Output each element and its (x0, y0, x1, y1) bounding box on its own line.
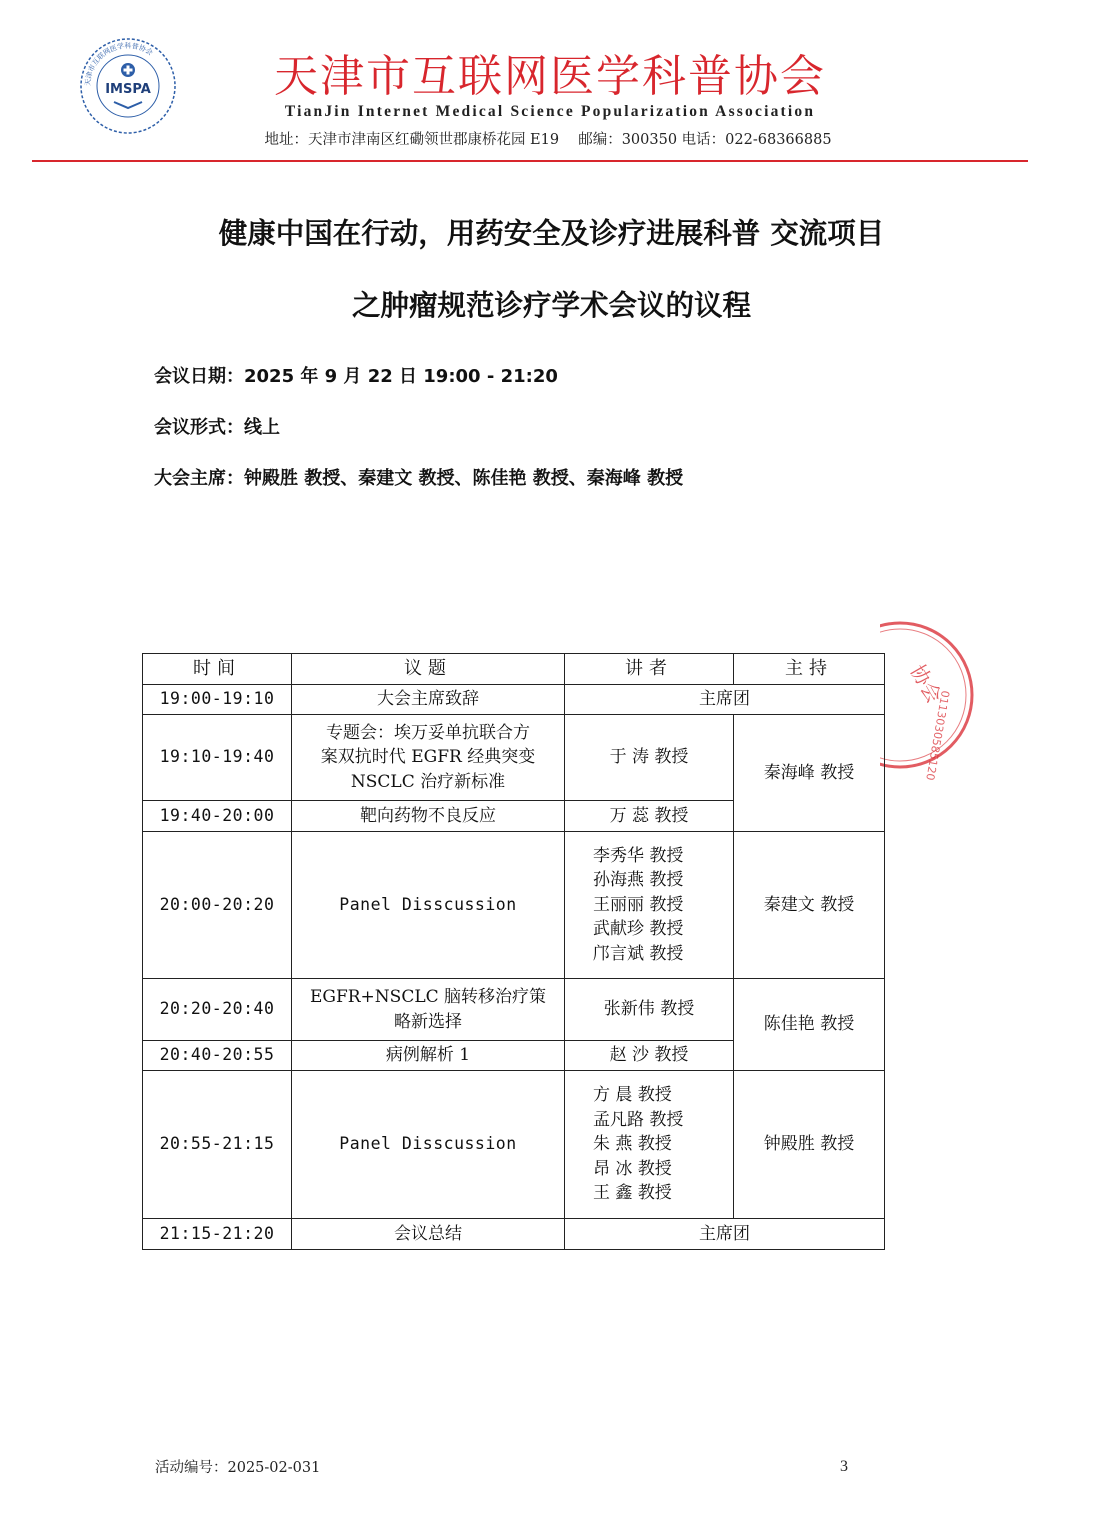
row-host: 陈佳艳 教授 (734, 979, 885, 1071)
row-time: 20:20-20:40 (143, 979, 292, 1041)
logo-text: IMSPA (105, 82, 151, 97)
table-header-row (143, 654, 885, 685)
seal-number: 0113030585120 (923, 689, 952, 782)
page-number: 3 (840, 1458, 848, 1475)
agenda-table (142, 653, 885, 1250)
seal-text: 协会 (905, 660, 947, 708)
header-divider (32, 160, 1028, 162)
topic-line: 专题会：埃万妥单抗联合方 (326, 722, 530, 743)
header-time: 时间 (143, 654, 292, 685)
row-host: 秦建文 教授 (734, 832, 885, 979)
speaker-name: 武献珍 教授 (593, 919, 684, 940)
logo-ring-text: 天津市互联网医学科普协会 (83, 41, 155, 87)
row-time: 19:10-19:40 (143, 715, 292, 801)
row-time: 19:40-20:00 (143, 801, 292, 832)
row-speaker-host: 主席团 (565, 685, 885, 715)
speaker-name: 朱 燕 教授 (593, 1134, 672, 1155)
org-name-en: TianJin Internet Medical Science Popularization Association (284, 103, 816, 120)
speaker-name: 邝言斌 教授 (593, 943, 684, 964)
row-speakers (565, 1071, 734, 1219)
topic-line: NSCLC 治疗新标准 (350, 771, 506, 792)
speaker-name: 王丽丽 教授 (593, 894, 684, 915)
row-topic: Panel Disscussion (292, 832, 565, 979)
row-topic: 大会主席致辞 (292, 685, 565, 715)
speaker-name: 昂 冰 教授 (593, 1158, 672, 1179)
meeting-date: 会议日期：2025 年 9 月 22 日 19:00 - 21:20 (154, 366, 558, 387)
header-speaker: 讲者 (565, 654, 734, 685)
row-topic: 会议总结 (292, 1219, 565, 1250)
row-time: 20:00-20:20 (143, 832, 292, 979)
header-topic: 议题 (292, 654, 565, 685)
document-title-line2: 之肿瘤规范诊疗学术会议的议程 (351, 289, 751, 322)
row-speaker: 赵 沙 教授 (565, 1041, 734, 1071)
row-host: 钟殿胜 教授 (734, 1071, 885, 1219)
row-topic (292, 715, 565, 801)
row-time: 21:15-21:20 (143, 1219, 292, 1250)
official-seal (880, 600, 980, 790)
org-address: 地址：天津市津南区红磡领世郡康桥花园 E19 邮编：300350 电话：022-68366885 (264, 132, 832, 148)
row-speaker-host: 主席团 (565, 1219, 885, 1250)
speaker-name: 方 晨 教授 (593, 1085, 672, 1106)
row-host: 秦海峰 教授 (734, 715, 885, 832)
association-logo (78, 36, 178, 136)
row-speaker: 于 涛 教授 (565, 715, 734, 801)
speaker-name: 李秀华 教授 (593, 845, 684, 866)
row-topic: Panel Disscussion (292, 1071, 565, 1219)
meeting-format: 会议形式：线上 (154, 417, 280, 438)
table-row (143, 1071, 885, 1219)
topic-line: EGFR+NSCLC 脑转移治疗策 (309, 987, 547, 1007)
row-topic (292, 979, 565, 1041)
org-name-cn: 天津市互联网医学科普协会 (274, 51, 826, 102)
header-host: 主持 (734, 654, 885, 685)
row-time: 20:40-20:55 (143, 1041, 292, 1071)
speaker-name: 王 鑫 教授 (593, 1183, 672, 1204)
topic-line: 略新选择 (394, 1011, 462, 1032)
activity-number: 活动编号：2025-02-031 (155, 1460, 321, 1476)
table-row (143, 715, 885, 801)
row-speaker: 张新伟 教授 (565, 979, 734, 1041)
table-row (143, 685, 885, 715)
speaker-name: 孙海燕 教授 (593, 870, 684, 891)
row-topic: 靶向药物不良反应 (292, 801, 565, 832)
row-speakers (565, 832, 734, 979)
row-time: 20:55-21:15 (143, 1071, 292, 1219)
table-row (143, 832, 885, 979)
table-row (143, 1219, 885, 1250)
table-row (143, 979, 885, 1041)
row-speaker: 万 蕊 教授 (565, 801, 734, 832)
row-time: 19:00-19:10 (143, 685, 292, 715)
topic-line: 案双抗时代 EGFR 经典突变 (320, 747, 536, 768)
document-title-line1: 健康中国在行动，用药安全及诊疗进展科普 交流项目 (218, 217, 885, 250)
row-topic: 病例解析 1 (292, 1041, 565, 1071)
speaker-name: 孟凡路 教授 (593, 1109, 684, 1130)
meeting-chairs: 大会主席：钟殿胜 教授、秦建文 教授、陈佳艳 教授、秦海峰 教授 (154, 468, 684, 489)
